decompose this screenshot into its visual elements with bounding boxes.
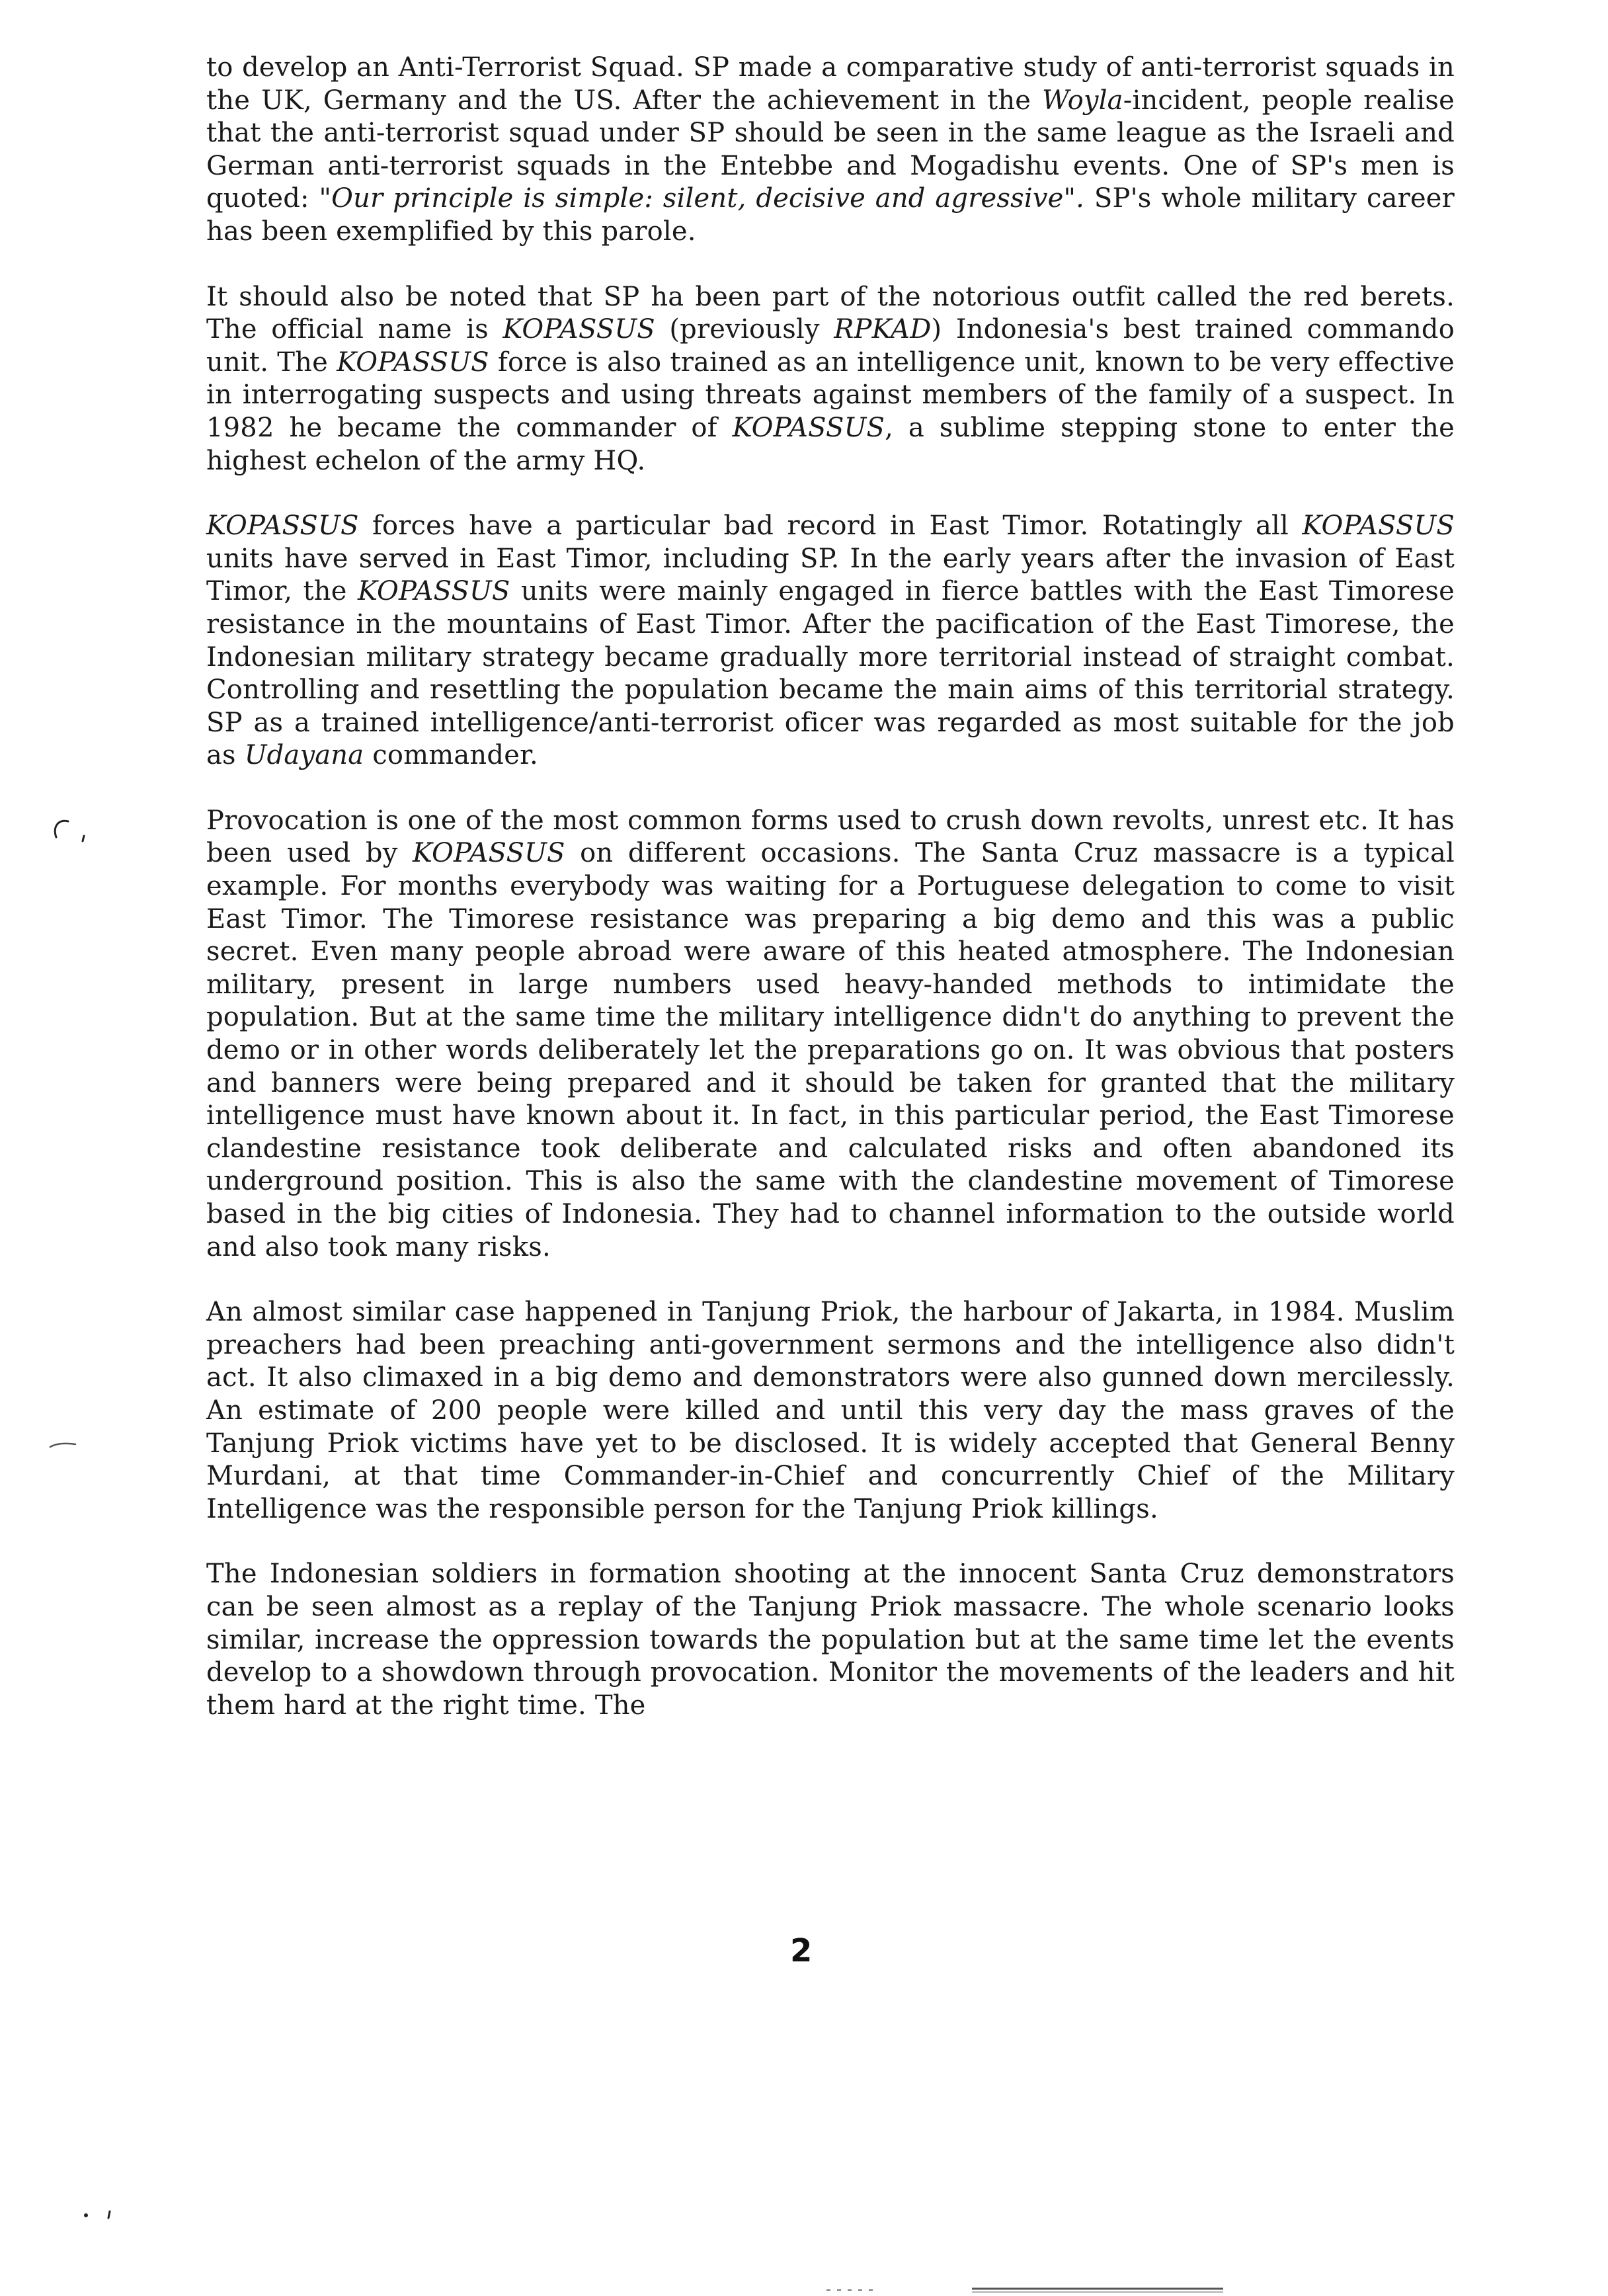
body-text bbox=[206, 52, 1455, 1722]
page-number: 2 bbox=[790, 1932, 813, 1969]
text-run: An almost similar case happened in Tanjung Priok, the harbour of Jakarta, in 1984. Muslim preachers had been preaching anti-government sermons and the intelligence also didn't act. It also climaxed in a big demo and demonstrators were also gunned down mercilessly. An estimate of 200 people were killed and until this very day the mass graves of the Tanjung Priok victims have yet to be disclosed. It is widely accepted that General Benny Murdani, at that time Commander-in-Chief and concurrently Chief of the Military Intelligence was the responsible person for the Tanjung Priok killings. bbox=[206, 1297, 1455, 1524]
text-run: The Indonesian soldiers in formation shooting at the innocent Santa Cruz demonstrators can be seen almost as a replay of the Tanjung Priok massacre. The whole scenario looks similar, increase the oppression towards the population but at the same time let the events develop to a showdown through provocation. Monitor the movements of the leaders and hit them hard at the right time. The bbox=[206, 1559, 1455, 1721]
text-run: -incident, people realise that the anti-terrorist squad under SP should be seen in the same league as the Israeli and German anti-terrorist squads in the Entebbe and Mogadishu events. One of SP's men is quoted: bbox=[206, 85, 1455, 214]
text-run: units have served in East Timor, including SP. In the early years after the invasion of East Timor, the bbox=[206, 543, 1455, 607]
paragraph bbox=[206, 1296, 1455, 1526]
italic-text: KOPASSUS bbox=[502, 314, 655, 345]
paragraph bbox=[206, 510, 1455, 772]
paragraph bbox=[206, 281, 1455, 478]
paragraph bbox=[206, 52, 1455, 249]
text-run: ) Indonesia's best trained commando unit. The bbox=[206, 314, 1455, 378]
italic-text: Udayana bbox=[244, 740, 364, 771]
italic-text: KOPASSUS bbox=[1302, 511, 1455, 542]
italic-text: KOPASSUS bbox=[413, 838, 565, 869]
italic-text: KOPASSUS bbox=[206, 511, 359, 542]
text-run: units were mainly engaged in fierce battles with the East Timorese resistance in the mountains of East Timor. After the pacification of the East Timorese, the Indonesian military strategy became gradually more territorial instead of straight combat. Controlling and resettling the population became the main aims of this territorial strategy. SP as a trained intelligence/anti-terrorist oficer was regarded as most suitable for the job as bbox=[206, 576, 1455, 771]
text-run: commander. bbox=[364, 740, 538, 771]
margin-mark-3 bbox=[73, 2206, 119, 2222]
italic-text: KOPASSUS bbox=[732, 412, 885, 443]
text-run: It should also be noted that SP ha been part of the notorious outfit called the red berets. The official name is bbox=[206, 281, 1455, 345]
scan-edge-line bbox=[826, 2285, 1236, 2294]
text-run: (previously bbox=[655, 314, 834, 345]
paragraph bbox=[206, 1558, 1455, 1722]
italic-text: "Our principle is simple: silent, decisive and agressive". bbox=[319, 183, 1085, 214]
text-run: on different occasions. The Santa Cruz massacre is a typical example. For months everybody was waiting for a Portuguese delegation to come to visit East Timor. The Timorese resistance was preparing a big demo and this was a public secret. Even many people abroad were aware of this heated atmosphere. The Indonesian military, present in large numbers used heavy-handed methods to intimidate the population. But at the same time the military intelligence didn't do anything to prevent the demo or in other words deliberately let the preparations go on. It was obvious that posters and banners were being prepared and it should be taken for granted that the military intelligence must have known about it. In fact, in this particular period, the East Timorese clandestine resistance took deliberate and calculated risks and often abandoned its underground position. This is also the same with the clandestine movement of Timorese based in the big cities of Indonesia. They had to channel information to the outside world and also took many risks. bbox=[206, 838, 1455, 1262]
text-run: , a sublime stepping stone to enter the highest echelon of the army HQ. bbox=[206, 412, 1455, 476]
italic-text: KOPASSUS bbox=[357, 576, 510, 607]
italic-text: RPKAD bbox=[834, 314, 932, 345]
text-run: forces have a particular bad record in East Timor. Rotatingly all bbox=[358, 511, 1303, 542]
italic-text: KOPASSUS bbox=[337, 347, 489, 378]
paragraph bbox=[206, 805, 1455, 1264]
margin-mark-1 bbox=[36, 812, 96, 845]
margin-mark-2 bbox=[46, 1439, 86, 1452]
text-run: to develop an Anti-Terrorist Squad. SP made a comparative study of anti-terrorist squads in the UK, Germany and the US. After the achievement in the bbox=[206, 52, 1455, 116]
italic-text: Woyla bbox=[1042, 85, 1123, 116]
text-run: SP's whole military career has been exemplified by this parole. bbox=[206, 183, 1455, 247]
text-run: Provocation is one of the most common forms used to crush down revolts, unrest etc. It has been used by bbox=[206, 805, 1455, 869]
text-run: force is also trained as an intelligence unit, known to be very effective in interrogating suspects and using threats against members of the family of a suspect. In 1982 he became the commander of bbox=[206, 347, 1455, 443]
